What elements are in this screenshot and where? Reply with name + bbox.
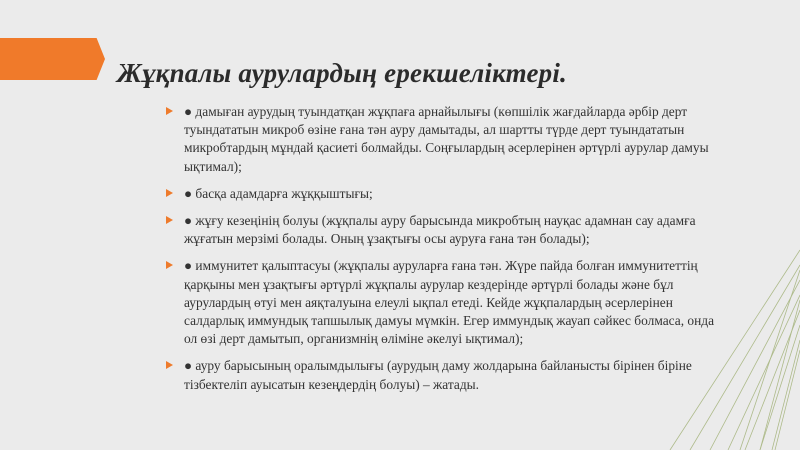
list-item: [166, 185, 722, 203]
bullet-list: [166, 103, 722, 403]
arrow-bullet-icon: [166, 361, 173, 369]
bullet-text: ● басқа адамдарға жұққыштығы;: [184, 185, 373, 201]
bullet-text: ● ауру барысының оралымдылығы (аурудың даму жолдарына байланысты бірінен біріне тізбектеліп ауысатын кезеңдердің болуы) – жатады.: [184, 358, 692, 392]
bullet-text: ● дамыған аурудың туындатқан жұқпаға арнайылығы (көпшілік жағдайларда әрбір дерт туындататын микроб өзіне ғана тән ауру дамытады, ал шартты түрде дерт туындататын микробтардың мұндай қасиеті болмайды. Соңғылардың әсерлерінен әртүрлі аурулар дамуы ықтимал);: [184, 104, 709, 174]
title-marker: [0, 38, 105, 80]
arrow-bullet-icon: [166, 216, 173, 224]
list-item: [166, 357, 722, 393]
arrow-bullet-icon: [166, 189, 173, 197]
bullet-text: ● жұғу кезеңінің болуы (жұқпалы ауру барысында микробтың науқас адамнан сау адамға жұғатын мерзімі болады. Оның ұзақтығы осы ауруға ғана тән болады);: [184, 213, 696, 247]
list-item: [166, 103, 722, 176]
slide-title: Жұқпалы аурулардың ерекшеліктері.: [117, 58, 567, 89]
bullet-text: ● иммунитет қалыптасуы (жұқпалы ауруларға ғана тән. Жүре пайда болған иммунитеттің қарқыны мен ұзақтығы әртүрлі жұқпалы аурулар кездерінде әртүрлі болады және бұл аурулардың өтуі мен аяқталуына елеулі ықпал етеді. Кейде жұқпалардың әсерлерінен салдарлық иммундық тапшылық дамуы мүмкін. Егер иммундық жауап сәйкес болмаса, онда ол өзі дерт дамытып, организмнің өліміне әкелуі ықтимал);: [184, 258, 715, 347]
list-item: [166, 257, 722, 348]
list-item: [166, 212, 722, 248]
arrow-bullet-icon: [166, 261, 173, 269]
arrow-bullet-icon: [166, 107, 173, 115]
